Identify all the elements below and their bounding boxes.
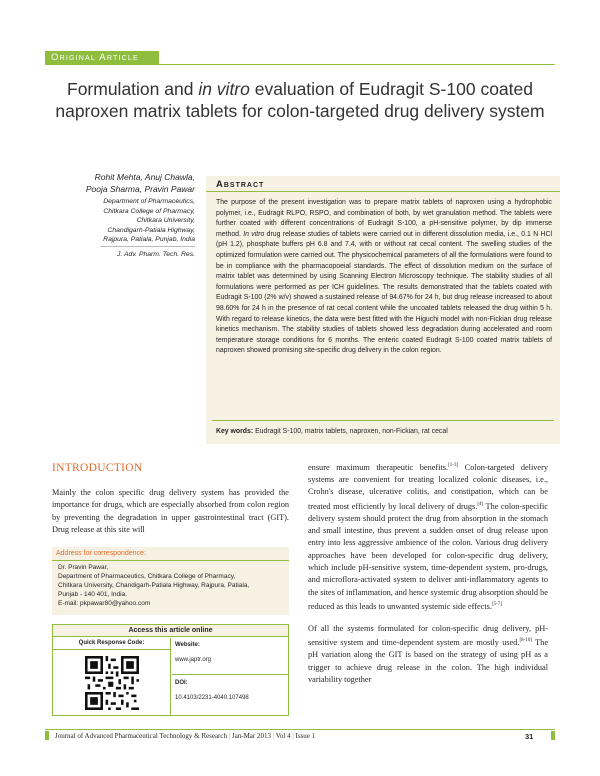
abstract-heading: Abstract [216, 179, 265, 190]
qr-code-icon[interactable] [85, 656, 139, 710]
abstract-box [206, 176, 560, 444]
abstract-header [206, 176, 560, 192]
doi-label: DOI: [175, 680, 188, 686]
access-divider [172, 674, 288, 675]
footer-journal-info: Journal of Advanced Pharmaceutical Technology & Research | Jan-Mar 2013 | Vol 4 | Issue 1 [55, 732, 316, 740]
author-list: Rohit Mehta, Anuj Chawla, Pooja Sharma, Pravin Pawar [85, 172, 195, 194]
footer-marker-right [551, 731, 555, 740]
article-type-label: Original Article [51, 52, 139, 63]
website-label: Website: [175, 642, 200, 648]
qr-cell [53, 650, 171, 715]
doi-link[interactable]: 10.4103/2231-4040.107498 [175, 695, 249, 701]
header-rule [45, 64, 555, 65]
page-number: 31 [525, 732, 534, 741]
intro-paragraph: Of all the systems formulated for colon-specific drug delivery, pH-sensitive system and time-dependent system are mostly used.[8-10] The pH variation along the GIT is based on the strategy of using pH as a trigger to achieve drug release in the colon. The high individual variability together [308, 623, 549, 684]
article-title: Formulation and in vitro evaluation of Eudragit S-100 coated naproxen matrix tablets for colon-targeted drug delivery system [55, 79, 545, 121]
footer-rule [45, 729, 555, 730]
intro-right-column [308, 460, 548, 686]
correspondence-address: Dr. Pravin Pawar, Department of Pharmaceutics, Chitkara College of Pharmacy, Chitkara University, Chandigarh-Patiala Highway, Rajpura, Patiala, Punjab - 140 401, India. E-mail: pkpawar80@yahoo.com [58, 564, 286, 609]
intro-paragraph: ensure maximum therapeutic benefits.[1-3] Colon-targeted delivery systems are convenient for treating localized colonic diseases, i.e., Crohn's disease, ulcerative colitis, and constipation, which can be treated most efficiently by local delivery of drugs.[4] The colon-specific delivery system should protect the drug from absorption in the stomach and small intestine, thus prevent a sudden onset of drug release upon entry into less aggressive ambience of the colon. Various drug delivery approaches have been developed for colon-specific drug delivery, which include pH-sensitive system, time-dependent system, pro-drugs, and microflora-activated system to deliver anti-inflammatory agents to the sites of inflammation, and hence systemic drug absorption should be reduced as this leads to unwanted systemic side effects.[5-7] [308, 462, 549, 611]
affiliation-divider [100, 246, 195, 247]
footer-marker-left [45, 731, 49, 740]
journal-citation: J. Adv. Pharm. Tech. Res. [117, 251, 195, 258]
intro-left-column: Mainly the colon specific drug delivery system has provided the importance for drugs, which are especially absorbed from colon region by preventing the degradation in upper gastrointestinal tract (GIT). Drug release at this site will [52, 488, 289, 534]
correspondence-heading: Address for correspondence: [56, 550, 146, 557]
correspondence-box [52, 547, 289, 615]
access-heading: Access this article online [53, 625, 288, 637]
affiliation: Department of Pharmaceutics, Chitkara College of Pharmacy, Chitkara University, Chandigarh-Patiala Highway, Rajpura, Patiala, Punjab, India [103, 198, 195, 243]
keywords: Key words: Eudragit S-100, matrix tablets, naproxen, non-Fickian, rat cecal [216, 428, 448, 435]
article-type-bar [45, 51, 159, 64]
website-link[interactable]: www.japtr.org [175, 657, 212, 663]
abstract-text: The purpose of the present investigation was to prepare matrix tablets of naproxen using a hydrophobic polymer, i.e., Eudragit RLPO, RSPO, and combination of both, by wet granulation method. The tablets were further coated with different concentrations of Eudragit S-100, a pH-sensitive polymer, by dip immerse method. In vitro drug release studies of tablets were carried out in different dissolution media, i.e., 0.1 N HCl (pH 1.2), phosphate buffers pH 6.8 and 7.4, with or without rat cecal content. The swelling studies of the optimized formulation were carried out. The physicochemical parameters of all the formulations were found to be in compliance with the pharmacopoeial standards. The effect of dissolution medium on the surface of matrix tablet was determined by using Scanning Electron Microscopy technique. The stability studies of all formulations were performed as per ICH guidelines. The results demonstrated that the tablets coated with Eudragit S-100 (2% w/v) showed a sustained release of 94.67% for 24 h, but drug release increased to about 98.60% for 24 h in the presence of rat cecal content while the uncoated tablets released the drug within 5 h. With regard to release kinetics, the data were best fitted with the Higuchi model with non-Fickian drug release kinetics mechanism. The stability studies of tablets showed less degradation during accelerated and room temperature storage conditions for 6 months. The enteric coated Eudragit S-100 coated matrix tablets of naproxen showed promising site-specific drug delivery in the colon region. [216, 199, 552, 355]
keywords-divider [212, 420, 554, 421]
qr-label: Quick Response Code: [53, 638, 171, 650]
introduction-heading: INTRODUCTION [52, 462, 143, 474]
correspondence-divider [52, 560, 289, 561]
access-online-box [52, 624, 289, 716]
correspondence-email[interactable]: E-mail: pkpawar80@yahoo.com [58, 599, 151, 607]
